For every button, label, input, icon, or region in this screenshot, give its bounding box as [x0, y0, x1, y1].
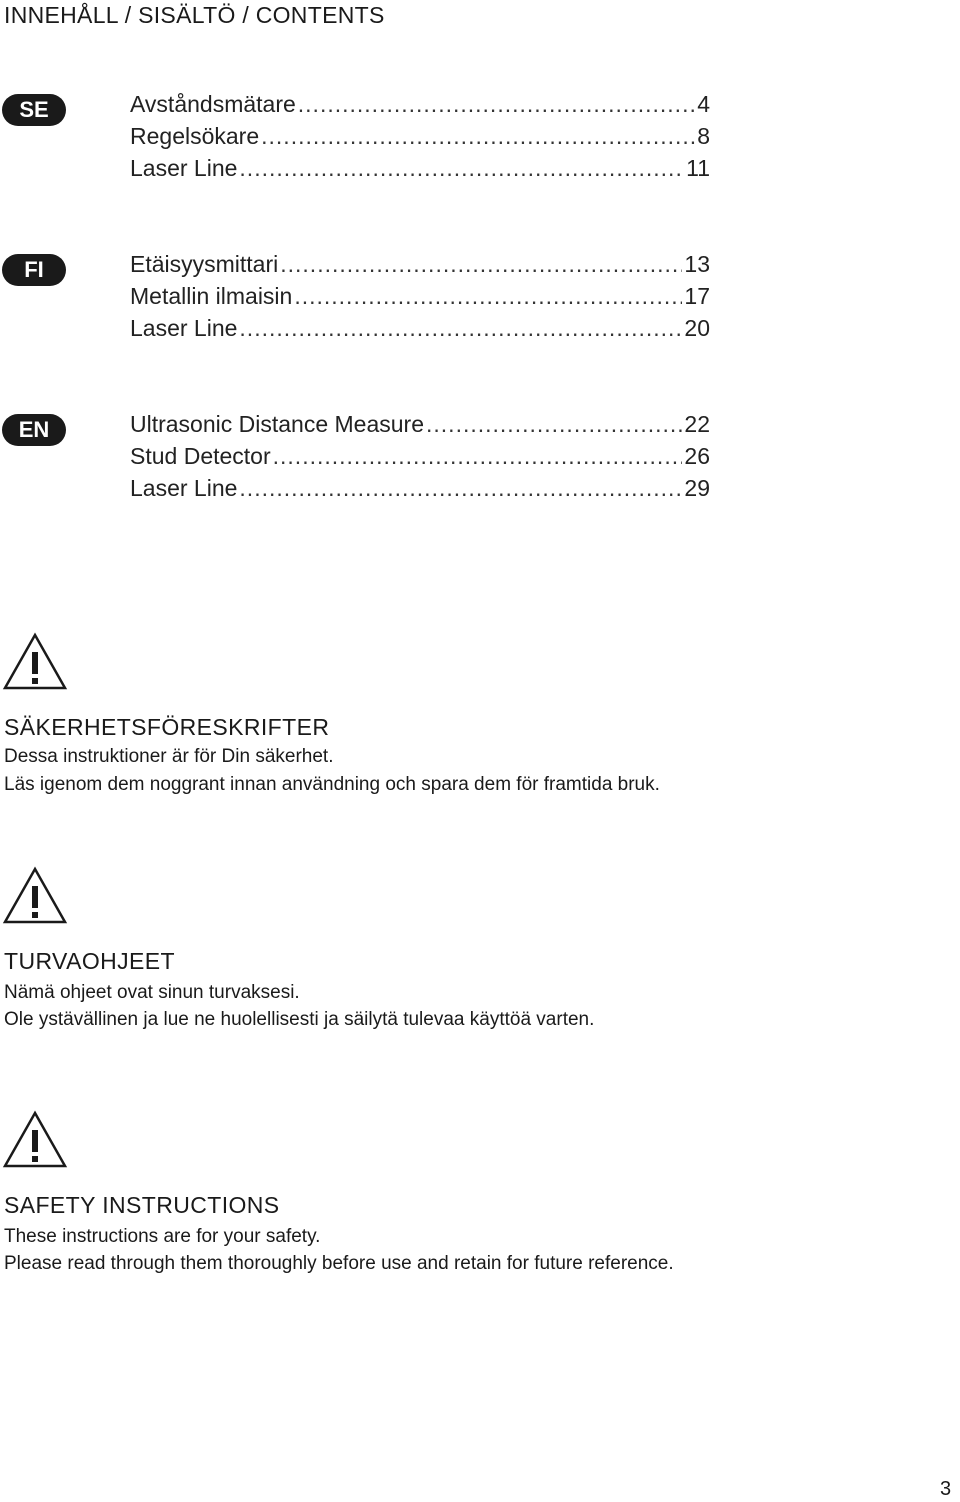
toc-leader-dots	[426, 408, 682, 440]
toc-label: Etäisyysmittari	[130, 251, 279, 277]
safety-heading: SÄKERHETSFÖRESKRIFTER	[4, 714, 330, 740]
safety-text: Nämä ohjeet ovat sinun turvaksesi.	[4, 982, 300, 1003]
toc-list	[130, 408, 710, 504]
toc-item[interactable]	[130, 440, 710, 472]
toc-page: 17	[684, 283, 710, 309]
toc-item[interactable]	[130, 408, 710, 440]
toc-item[interactable]	[130, 280, 710, 312]
page-title: INNEHÅLL / SISÄLTÖ / CONTENTS	[4, 2, 385, 28]
toc-item[interactable]	[130, 472, 710, 504]
safety-text: Dessa instruktioner är för Din säkerhet.	[4, 746, 334, 767]
toc-item[interactable]	[130, 88, 710, 120]
warning-triangle-icon	[2, 866, 68, 924]
toc-item[interactable]	[130, 152, 710, 184]
toc-leader-dots	[239, 152, 684, 184]
toc-page: 13	[684, 251, 710, 277]
toc-leader-dots	[294, 280, 682, 312]
safety-text: Ole ystävällinen ja lue ne huolellisesti ja säilytä tulevaa käyttöä varten.	[4, 1009, 595, 1030]
toc-label: Ultrasonic Distance Measure	[130, 411, 425, 437]
safety-text: Please read through them thoroughly before use and retain for future reference.	[4, 1253, 674, 1274]
toc-leader-dots	[273, 440, 683, 472]
toc-leader-dots	[239, 312, 682, 344]
safety-heading: TURVAOHJEET	[4, 948, 175, 974]
toc-page: 8	[697, 123, 710, 149]
toc-label: Laser Line	[130, 155, 238, 181]
toc-page: 4	[697, 91, 710, 117]
lang-badge-fi: FI	[2, 254, 66, 286]
toc-page: 26	[684, 443, 710, 469]
toc-label: Laser Line	[130, 315, 238, 341]
safety-text: Läs igenom dem noggrant innan användning och spara dem för framtida bruk.	[4, 774, 660, 795]
toc-item[interactable]	[130, 120, 710, 152]
warning-triangle-icon	[2, 1110, 68, 1168]
toc-label: Regelsökare	[130, 123, 260, 149]
safety-text: These instructions are for your safety.	[4, 1226, 321, 1247]
toc-leader-dots	[298, 88, 695, 120]
toc-label: Metallin ilmaisin	[130, 283, 293, 309]
toc-label: Avståndsmätare	[130, 91, 296, 117]
toc-list	[130, 88, 710, 184]
toc-item[interactable]	[130, 248, 710, 280]
toc-page: 11	[686, 155, 710, 181]
safety-heading: SAFETY INSTRUCTIONS	[4, 1192, 280, 1218]
toc-page: 29	[684, 475, 710, 501]
toc-leader-dots	[239, 472, 682, 504]
lang-badge-se: SE	[2, 94, 66, 126]
toc-label: Stud Detector	[130, 443, 271, 469]
toc-leader-dots	[280, 248, 682, 280]
toc-label: Laser Line	[130, 475, 238, 501]
toc-leader-dots	[261, 120, 695, 152]
toc-item[interactable]	[130, 312, 710, 344]
warning-triangle-icon	[2, 632, 68, 690]
lang-badge-en: EN	[2, 414, 66, 446]
toc-page: 20	[684, 315, 710, 341]
toc-list	[130, 248, 710, 344]
toc-page: 22	[684, 411, 710, 437]
page-number: 3	[940, 1478, 952, 1500]
